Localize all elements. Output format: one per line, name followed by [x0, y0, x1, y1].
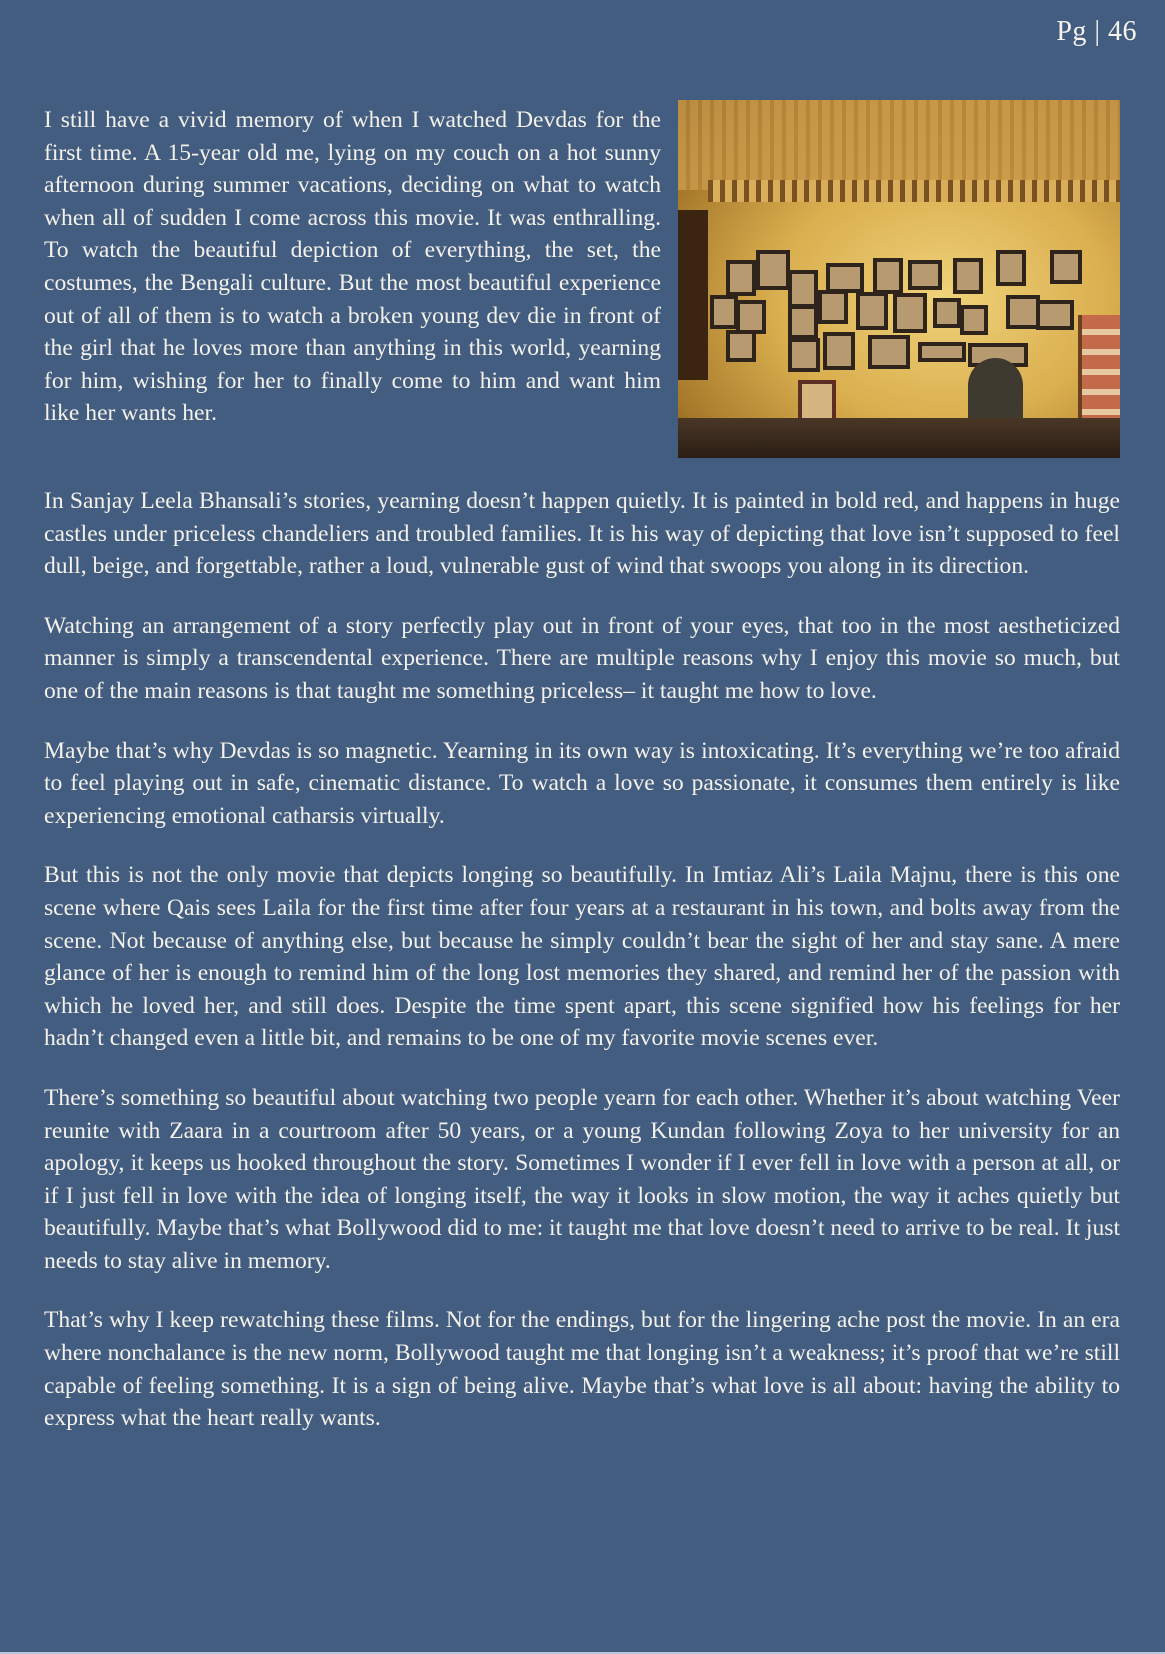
- photo-frame: [960, 305, 988, 335]
- photo-frame: [818, 290, 848, 324]
- photo-doorway: [678, 210, 708, 380]
- page-number: Pg | 46: [1056, 16, 1137, 47]
- photo-frame: [788, 338, 820, 372]
- photo-frame: [953, 258, 983, 294]
- paragraph: There’s something so beautiful about watching two people yearn for each other. Whether it’s about watching Veer reunite with Zaara in a courtroom after 50 years, or a young Kundan following Zoya to her university for an apology, it keeps us hooked throughout the story. Sometimes I wonder if I ever fell in love with a person at all, or if I just fell in love with the idea of longing itself, the way it looks in slow motion, the way it aches quietly but beautifully. Maybe that’s what Bollywood did to me: it taught me that love doesn’t need to arrive to be real. It just needs to stay alive in memory.: [44, 1084, 1120, 1274]
- photo-frame: [1036, 300, 1074, 330]
- photo-frame: [736, 300, 766, 334]
- photo-frame: [788, 270, 818, 308]
- photo-frame: [996, 250, 1026, 286]
- photo-frame: [1050, 250, 1082, 284]
- article-body: [44, 100, 1120, 1435]
- photo-frame: [788, 305, 818, 339]
- photo-frame: [918, 342, 966, 362]
- photo-frame: [933, 298, 961, 328]
- paragraph: Maybe that’s why Devdas is so magnetic. Yearning in its own way is intoxicating. It’s everything we’re too afraid to feel playing out in safe, cinematic distance. To watch a love so passionate, it consumes them entirely is like experiencing emotional catharsis virtually.: [44, 737, 1120, 829]
- article-photo: [678, 100, 1120, 458]
- photo-frame: [856, 292, 888, 330]
- photo-frame: [1006, 295, 1040, 329]
- intro-section: [44, 100, 1120, 458]
- paragraph: But this is not the only movie that depicts longing so beautifully. In Imtiaz Ali’s Laila Majnu, there is this one scene where Qais sees Laila for the first time after four years at a restaurant in his town, and bolts away from the scene. Not because of anything else, but because he simply couldn’t bear the sight of her and stay sane. A mere glance of her is enough to remind him of the long lost memories they shared, and remind her of the passion with which he loved her, and still does. Despite the time spent apart, this scene signified how his feelings for her hadn’t changed even a little bit, and remains to be one of my favorite movie scenes ever.: [44, 862, 1120, 1052]
- photo-frame: [726, 260, 756, 296]
- intro-paragraph: I still have a vivid memory of when I watched Devdas for the first time. A 15-year old me, lying on my couch on a hot sunny afternoon during summer vacations, deciding on what to watch when all of sudden I come across this movie. It was enthralling. To watch the beautiful depiction of everything, the set, the costumes, the Bengali culture. But the most beautiful experience out of all of them is to watch a broken young dev die in front of the girl that he loves more than anything in this world, yearning for him, wishing for her to finally come to him and want him like her wants her.: [44, 107, 661, 427]
- photo-frame: [868, 335, 910, 369]
- photo-frame: [826, 263, 864, 293]
- paragraph: That’s why I keep rewatching these films. Not for the endings, but for the lingering ache post the movie. In an era where nonchalance is the new norm, Bollywood taught me that longing isn’t a weakness; it’s proof that we’re still capable of feeling something. It is a sign of being alive. Maybe that’s what love is all about: having the ability to express what the heart really wants.: [44, 1307, 1120, 1432]
- photo-frame: [710, 295, 738, 329]
- photo-frame: [908, 260, 942, 290]
- photo-frame: [873, 258, 903, 294]
- photo-frame: [726, 330, 756, 362]
- photo-cornice: [708, 180, 1120, 202]
- photo-carved-ceiling: [678, 100, 1120, 190]
- photo-frame: [756, 250, 790, 290]
- photo-floor: [678, 418, 1120, 458]
- paragraph: In Sanjay Leela Bhansali’s stories, yearning doesn’t happen quietly. It is painted in bold red, and happens in huge castles under priceless chandeliers and troubled families. It is his way of depicting that love isn’t supposed to feel dull, beige, and forgettable, rather a loud, vulnerable gust of wind that swoops you along in its direction.: [44, 488, 1120, 580]
- photo-frame: [893, 293, 927, 333]
- photo-frame: [823, 332, 855, 370]
- paragraph: Watching an arrangement of a story perfectly play out in front of your eyes, that too in the most aestheticized manner is simply a transcendental experience. There are multiple reasons why I enjoy this movie so much, but one of the main reasons is that taught me something priceless– it taught me how to love.: [44, 612, 1120, 704]
